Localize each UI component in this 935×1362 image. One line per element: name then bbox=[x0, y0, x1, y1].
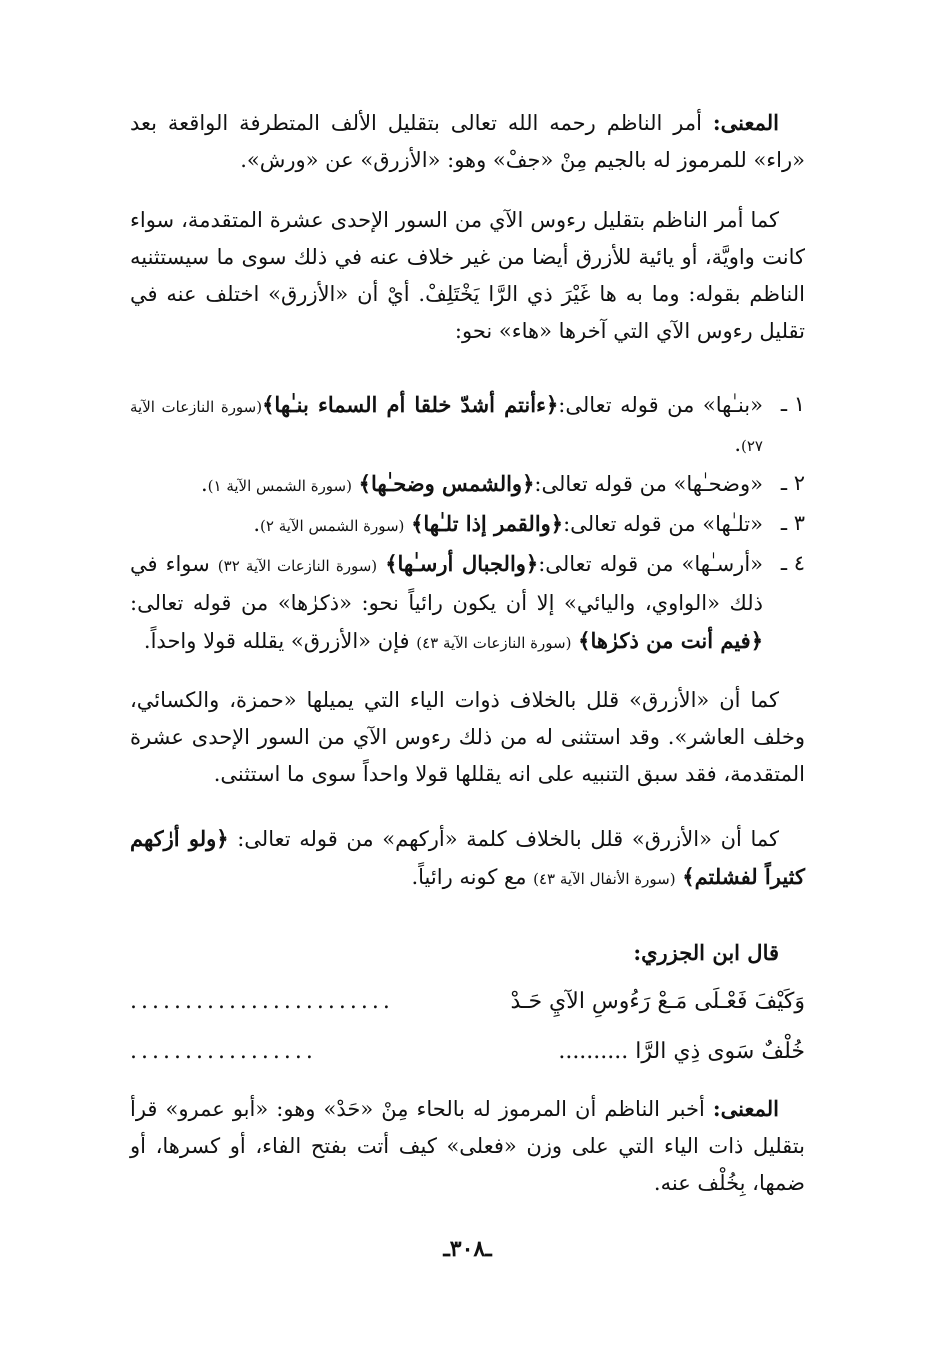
item-number: ١ ـ bbox=[780, 392, 805, 416]
quran-verse: ﴿والجبال أرسـٰها﴾ bbox=[385, 551, 539, 576]
list-item bbox=[130, 465, 805, 505]
item-intro: «بنـٰها» من قوله تعالى: bbox=[558, 393, 764, 417]
examples-list bbox=[130, 386, 805, 662]
meaning-label: المعنى: bbox=[712, 110, 779, 135]
paragraph-4-end: مع كونه رائياً. bbox=[411, 865, 534, 889]
poem-line bbox=[130, 1032, 805, 1072]
paragraph-4 bbox=[130, 820, 805, 898]
meaning-text: أخبر الناظم أن المرموز له بالحاء مِنْ «حَدْ» وهو: «أبو عمرو» قرأ بتقليل ذات الياء التي على وزن «فعلى» كيف أتت بفتح الفاء، أو كسرها، أو ضمها، بِخُلْف عنه. bbox=[130, 1097, 805, 1195]
paragraph-3 bbox=[130, 682, 805, 793]
meaning-paragraph-2 bbox=[130, 1090, 805, 1202]
verse-reference: (سورة الشمس الآية ٢) bbox=[260, 517, 405, 535]
paragraph-2-text: كما أمر الناظم بتقليل رءوس الآي من السور الإحدى عشرة المتقدمة، سواء كانت واويَّة، أو يائية للأزرق أيضا من غير خلاف عنه في ذلك سوى ما سيستثنيه الناظم بقوله: وما به ها غَيْرَ ذي الرَّا يَخْتَلِفْ. أيْ أن «الأزرق» اختلف عنه في تقليل رءوس الآي التي آخرها «هاء» نحو: bbox=[130, 208, 805, 343]
verse-reference: (سورة الأنفال الآية ٤٣) bbox=[533, 870, 676, 888]
list-item bbox=[130, 505, 805, 545]
poem-line bbox=[130, 982, 805, 1022]
item-end: . bbox=[734, 432, 742, 456]
poem-hemistich: خُلْفٌ سَوى ذِي الرَّا .......... bbox=[558, 1039, 805, 1064]
quran-verse: ﴿فيم أنت من ذكرٰها﴾ bbox=[578, 628, 763, 653]
verse-reference: (سورة النازعات الآية ٢٧) bbox=[130, 398, 763, 455]
item-end: فإن «الأزرق» يقلله قولا واحداً. bbox=[143, 629, 417, 653]
paragraph-3-text: كما أن «الأزرق» قلل بالخلاف ذوات الياء التي يميلها «حمزة، والكسائي، وخلف العاشر». وقد استثنى له من ذلك رءوس الآي من السور الإحدى عشرة المتقدمة، فقد سبق التنبيه على انه يقللها قولا واحداً سوى ما استثنى. bbox=[130, 688, 805, 786]
quran-verse: ﴿والشمس وضحـٰها﴾ bbox=[358, 471, 535, 496]
poem-hemistich: وَكَيْفَ فَعْـلَى مَـعْ رَءُوسِ الآيِ حَـدْ bbox=[510, 989, 805, 1014]
item-number: ٢ ـ bbox=[780, 471, 805, 495]
section-heading bbox=[130, 934, 805, 971]
paragraph-2 bbox=[130, 202, 805, 350]
poem-dots: ................. bbox=[130, 1039, 317, 1064]
page-number: ـ٣٠٨ـ bbox=[443, 1236, 492, 1262]
item-end: . bbox=[253, 512, 261, 536]
item-end: . bbox=[200, 472, 208, 496]
item-intro: «تلـٰها» من قوله تعالى: bbox=[563, 512, 763, 536]
meaning-label: المعنى: bbox=[712, 1096, 779, 1121]
item-number: ٣ ـ bbox=[780, 511, 805, 535]
paragraph-4-text: كما أن «الأزرق» قلل بالخلاف كلمة «أركهم» من قوله تعالى: bbox=[228, 827, 779, 851]
item-intro: «أرسـٰها» من قوله تعالى: bbox=[538, 552, 764, 576]
quran-verse: ﴿ولو أرٰكهم كثيراً لفشلتم﴾ bbox=[130, 826, 805, 889]
list-item bbox=[130, 386, 805, 465]
meaning-text: أمر الناظم رحمه الله تعالى بتقليل الألف المتطرفة الواقعة بعد «راء» للمرموز له بالجيم مِنْ «جفْ» وهو: «الأزرق» عن «ورش». bbox=[130, 111, 805, 172]
item-intro: «وضحـٰها» من قوله تعالى: bbox=[534, 472, 763, 496]
item-text: سواء في ذلك «الواوي، واليائي» إلا أن يكون رائياً نحو: «ذكرٰها» من قوله تعالى: bbox=[130, 552, 763, 615]
verse-reference: (سورة النازعات الآية ٤٣) bbox=[416, 634, 572, 652]
poem-dots: ........................ bbox=[130, 989, 394, 1014]
verse-reference: (سورة النازعات الآية ٣٢) bbox=[217, 557, 378, 575]
list-item bbox=[130, 545, 805, 662]
meaning-paragraph-1 bbox=[130, 104, 805, 179]
quran-verse: ﴿ءأنتم أشدّ خلقا أم السماء بنـٰها﴾ bbox=[262, 392, 559, 417]
quran-verse: ﴿والقمر إذا تلـٰها﴾ bbox=[411, 511, 564, 536]
verse-reference: (سورة الشمس الآية ١) bbox=[207, 477, 352, 495]
item-number: ٤ ـ bbox=[780, 551, 805, 575]
heading-text: قال ابن الجزري: bbox=[633, 940, 779, 965]
